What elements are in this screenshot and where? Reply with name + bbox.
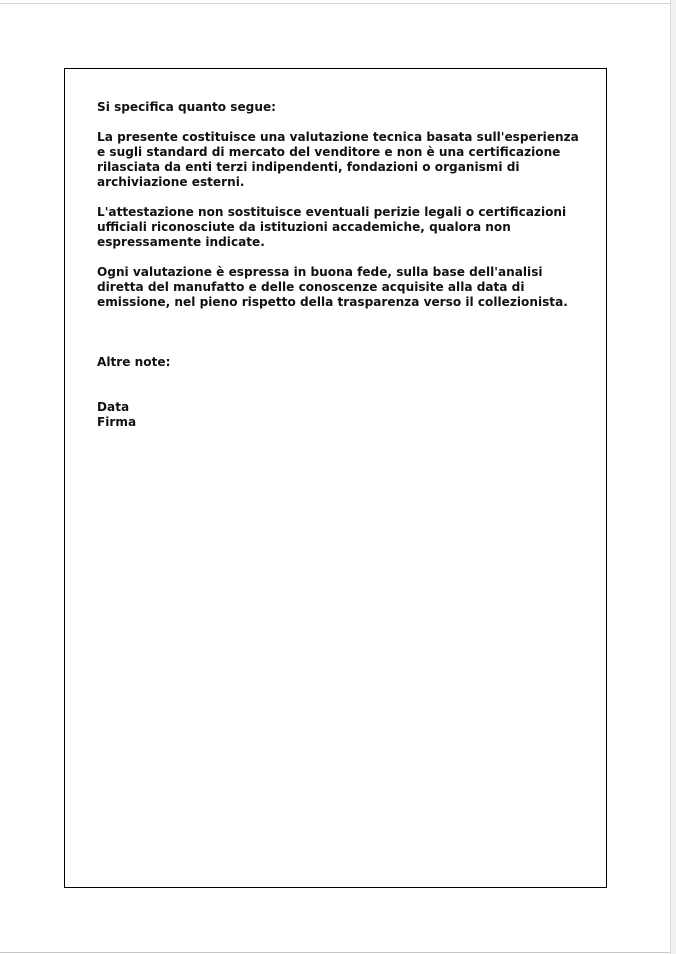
- signature-label: Firma: [97, 415, 137, 429]
- document-content: [97, 100, 587, 430]
- notes-label: Altre note:: [97, 355, 171, 369]
- disclaimer-paragraph-3: Ogni valutazione è espressa in buona fede, sulla base dell'analisi diretta del manufatto e delle conoscenze acquisite alla data di emissione, nel pieno rispetto della trasparenza verso il collezionista.: [97, 265, 568, 309]
- viewer-bottom-border: [0, 952, 670, 953]
- spacer: [97, 115, 587, 130]
- disclaimer-paragraph-2: L'attestazione non sostituisce eventuali perizie legali o certificazioni ufficiali riconosciute da istituzioni accademiche, qualora non espressamente indicate.: [97, 205, 567, 249]
- spacer: [97, 310, 587, 355]
- viewer-scrollbar-gutter[interactable]: [670, 0, 676, 954]
- spacer: [97, 190, 587, 205]
- disclaimer-paragraph-1: La presente costituisce una valutazione tecnica basata sull'esperienza e sugli standard di mercato del venditore e non è una certificazione rilasciata da enti terzi indipendenti, fondazioni o organismi di archiviazione esterni.: [97, 130, 579, 189]
- spacer: [97, 250, 587, 265]
- viewer-top-border: [0, 3, 670, 4]
- document-heading: Si specifica quanto segue:: [97, 100, 276, 114]
- spacer: [97, 370, 587, 400]
- date-label: Data: [97, 400, 130, 414]
